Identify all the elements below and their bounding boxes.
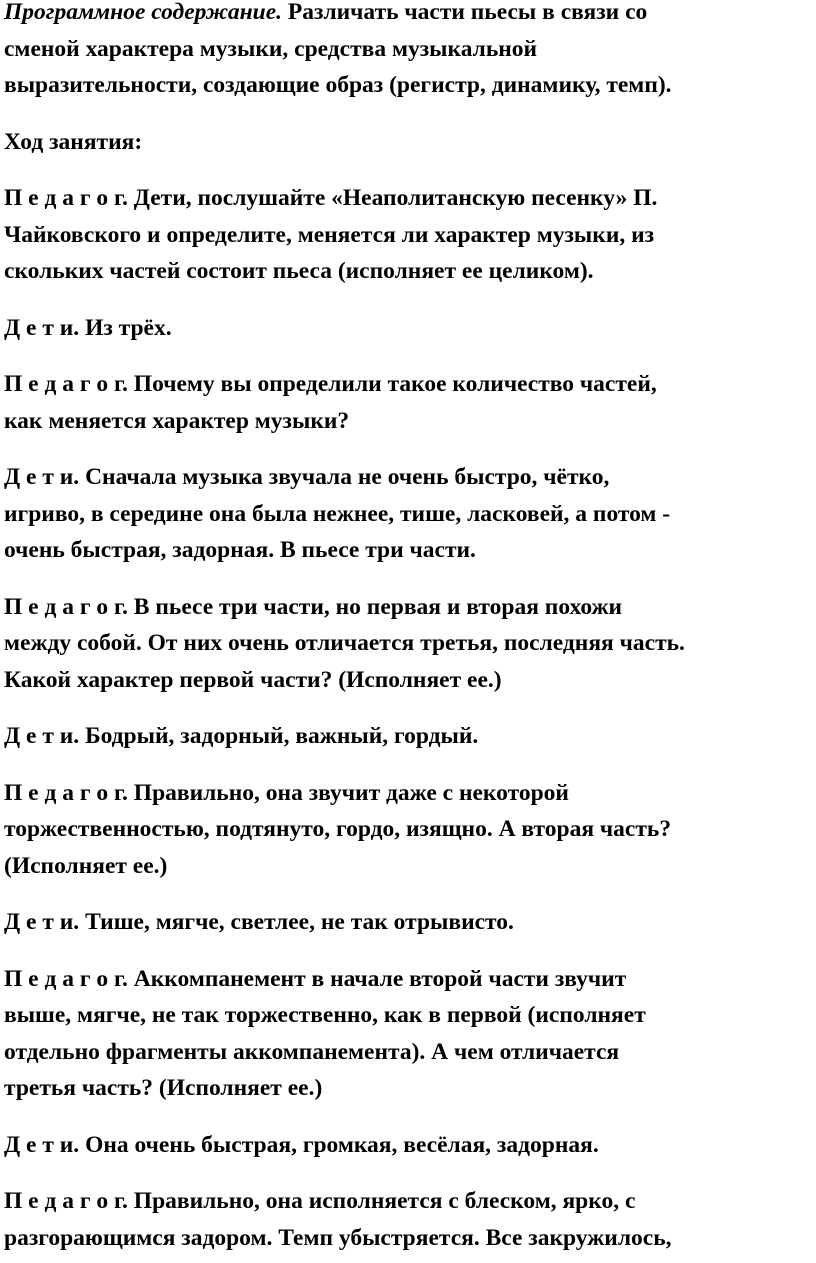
dialogue-paragraph [4, 459, 810, 569]
dialogue-paragraph [4, 1183, 810, 1256]
dialogue-paragraph [4, 180, 810, 290]
speaker-label: П е д а г о г. [4, 965, 128, 992]
speaker-label: П е д а г о г. [4, 185, 128, 211]
speaker-label: П е д а г о г. [4, 371, 128, 397]
dialogue-text: В пьесе три части, но первая и вторая похожи между собой. От них очень отличается третья, последняя часть. Какой характер первой части? (Исполняет ее.) [4, 593, 685, 693]
speaker-label: Д е т и. [4, 909, 80, 935]
section-heading: Ход занятия: [4, 128, 143, 155]
dialogue-paragraph [4, 366, 810, 439]
speaker-label: Д е т и. [4, 314, 80, 341]
intro-label: Программное содержание. [4, 0, 283, 25]
speaker-label: Д е т и. [4, 1131, 80, 1158]
dialogue-text: Тише, мягче, светлее, не так отрывисто. [79, 909, 514, 935]
dialogue-paragraph [4, 589, 810, 699]
dialogue-text: Сначала музыка звучала не очень быстро, чётко, игриво, в середине она была нежнее, тише, ласковей, а потом - очень быстрая, задорная. В пьесе три части. [4, 464, 671, 563]
dialogue-paragraph [4, 718, 810, 755]
intro-paragraph [4, 0, 810, 104]
dialogue-text: Дети, послушайте «Неаполитанскую песенку» П. Чайковского и определите, меняется ли характер музыки, из скольких частей состоит пьеса (исполняет ее целиком). [4, 185, 658, 284]
speaker-label: Д е т и. [4, 723, 80, 749]
dialogue-text: Правильно, она исполняется с блеском, ярко, с разгорающимся задором. Темп убыстряется. Все закружилось, [4, 1188, 672, 1251]
dialogue-paragraph [4, 310, 810, 347]
dialogue-paragraph [4, 775, 810, 885]
dialogue-text: Аккомпанемент в начале второй части звучит выше, мягче, не так торжественно, как в первой (исполняет отдельно фрагменты аккомпанемента). А чем отличается третья часть? (Исполняет ее.) [4, 965, 646, 1101]
speaker-label: Д е т и. [4, 464, 80, 490]
speaker-label: П е д а г о г. [4, 779, 128, 806]
dialogue-text: Из трёх. [79, 314, 172, 341]
speaker-label: П е д а г о г. [4, 593, 128, 620]
intro-text: Различать части пьесы в связи со сменой характера музыки, средства музыкальной выразительности, создающие образ (регистр, динамику, темп). [4, 0, 672, 98]
dialogue-paragraph [4, 1127, 810, 1164]
dialogue-text: Бодрый, задорный, важный, гордый. [79, 723, 479, 749]
dialogue-text: Почему вы определили такое количество частей, как меняется характер музыки? [4, 371, 657, 434]
dialogue-paragraph [4, 961, 810, 1107]
dialogue-text: Она очень быстрая, громкая, весёлая, задорная. [79, 1131, 599, 1158]
dialogue-paragraph [4, 904, 810, 941]
dialogue-text: Правильно, она звучит даже с некоторой торжественностью, подтянуто, гордо, изящно. А вторая часть? (Исполняет ее.) [4, 779, 672, 879]
speaker-label: П е д а г о г. [4, 1188, 128, 1214]
